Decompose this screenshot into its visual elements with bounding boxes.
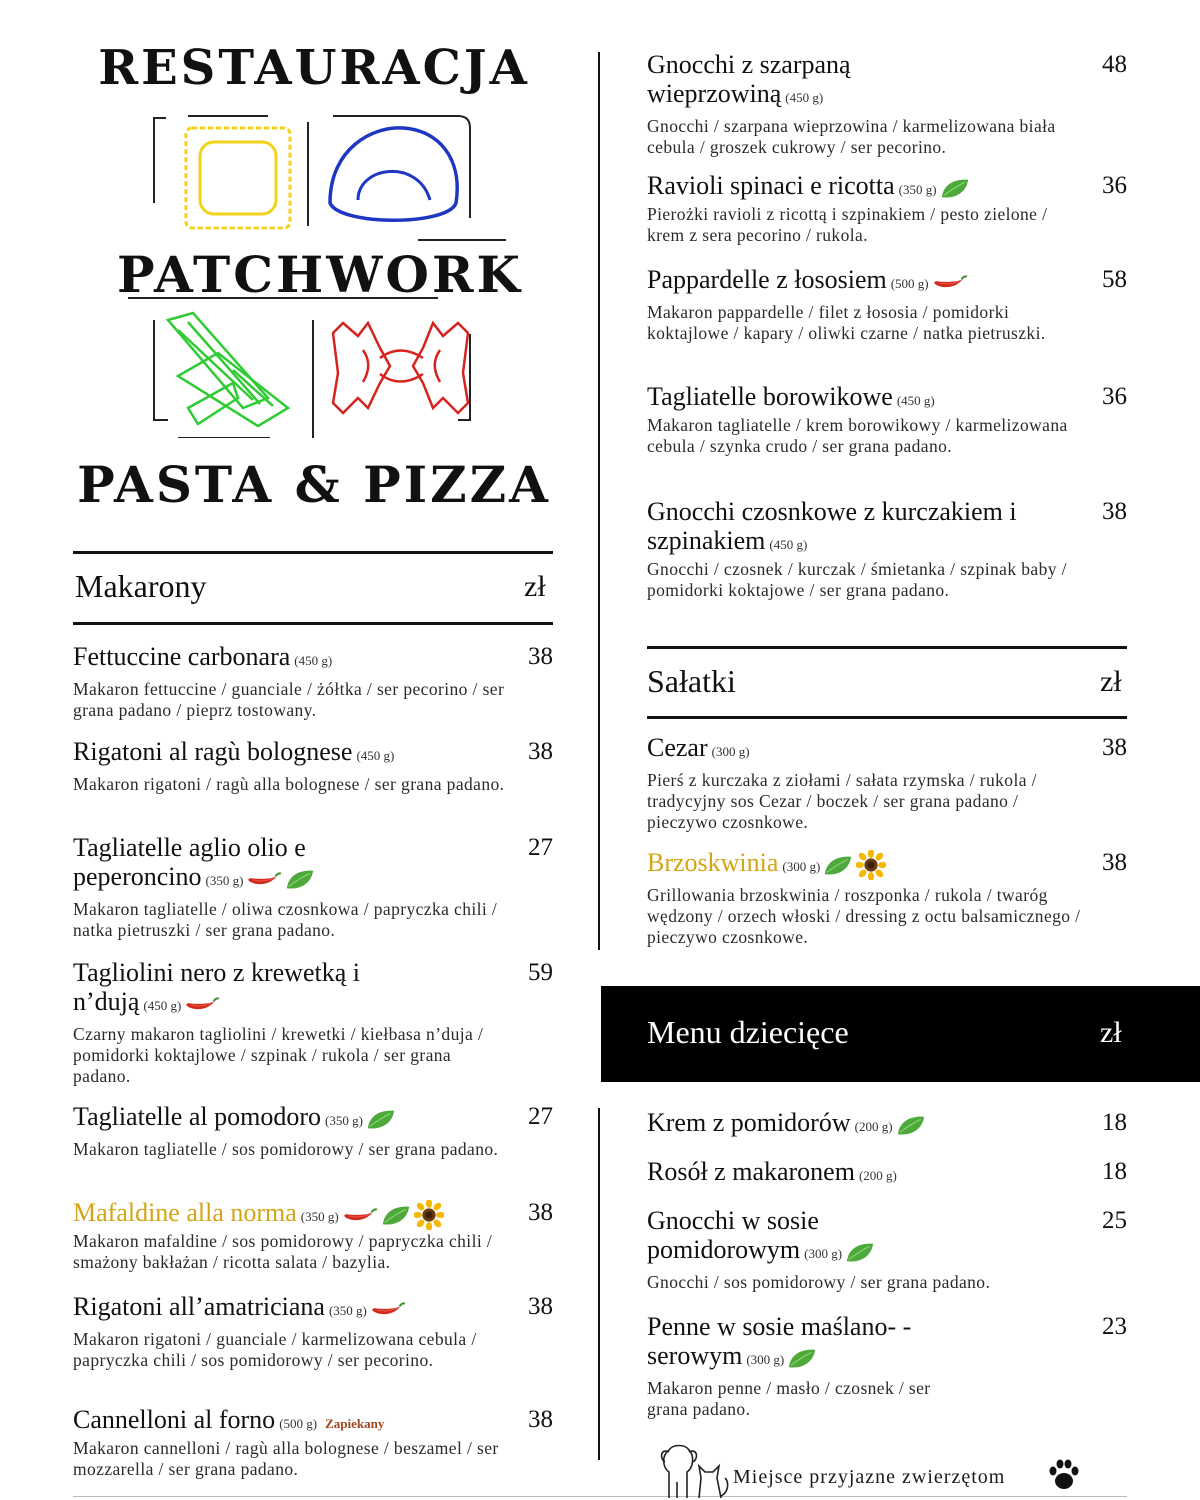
item-name: Fettuccine carbonara (450 g) bbox=[73, 642, 333, 671]
kids-menu-title: Menu dziecięce bbox=[647, 1014, 849, 1050]
leaf-icon bbox=[381, 1205, 411, 1226]
item-desc: Gnocchi / czosnek / kurczak / śmietanka / szpinak baby / pomidorki koktajowe / ser grana padano. bbox=[647, 559, 1067, 600]
logo-line-pasta-pizza: PASTA & PIZZA bbox=[77, 455, 551, 514]
menu-item bbox=[647, 1206, 1127, 1293]
item-desc: Makaron mafaldine / sos pomidorowy / papryczka chili / smażony bakłażan / ricotta salata / bazylia. bbox=[73, 1231, 493, 1272]
menu-item bbox=[73, 1405, 553, 1480]
item-price: 25 bbox=[1102, 1207, 1127, 1234]
item-price: 38 bbox=[1102, 849, 1127, 876]
menu-item bbox=[647, 50, 1127, 158]
item-name: Mafaldine alla norma (350 g) bbox=[73, 1198, 523, 1231]
menu-item bbox=[73, 1102, 553, 1160]
item-name: Rigatoni al ragù bolognese (450 g) bbox=[73, 737, 395, 766]
item-price: 27 bbox=[528, 834, 553, 861]
penne-icon bbox=[168, 313, 288, 426]
item-name: Cannelloni al forno (500 g) Zapiekany bbox=[73, 1405, 385, 1434]
item-name: Cezar (300 g) bbox=[647, 733, 750, 762]
menu-item bbox=[647, 497, 1127, 601]
item-desc: Makaron tagliatelle / oliwa czosnkowa / papryczka chili / natka pietruszki / ser grana padano. bbox=[73, 899, 498, 940]
sunflower-icon bbox=[414, 1200, 444, 1230]
item-name: Ravioli spinaci e ricotta (350 g) bbox=[647, 171, 1067, 204]
column-divider-bottom bbox=[598, 1108, 600, 1460]
item-price: 38 bbox=[528, 738, 553, 765]
salatki-rule-bottom bbox=[647, 716, 1127, 719]
menu-item bbox=[647, 382, 1127, 457]
menu-item bbox=[647, 848, 1127, 948]
leaf-icon bbox=[940, 178, 970, 199]
kids-menu-currency: zł bbox=[1100, 1016, 1122, 1049]
chili-icon bbox=[342, 1207, 378, 1223]
paw-icon bbox=[1046, 1458, 1082, 1492]
menu-item bbox=[647, 171, 1127, 246]
item-desc: Makaron cannelloni / ragù alla bolognese / beszamel / ser mozzarella / ser grana padano. bbox=[73, 1438, 499, 1479]
menu-item bbox=[73, 1292, 553, 1371]
chili-icon bbox=[932, 274, 968, 290]
item-price: 36 bbox=[1102, 383, 1127, 410]
leaf-icon bbox=[823, 855, 853, 876]
pierogi-icon bbox=[330, 128, 457, 220]
item-price: 48 bbox=[1102, 51, 1127, 78]
chili-icon bbox=[246, 871, 282, 887]
item-price: 38 bbox=[1102, 498, 1127, 525]
menu-item bbox=[73, 737, 553, 795]
bottom-rule bbox=[73, 1496, 1127, 1497]
item-name: Gnocchi z szarpaną wieprzowiną (450 g) bbox=[647, 50, 851, 108]
farfalle-icon bbox=[333, 323, 468, 413]
leaf-icon bbox=[787, 1348, 817, 1369]
leaf-icon bbox=[285, 869, 315, 890]
item-price: 59 bbox=[528, 959, 553, 986]
column-divider-top bbox=[598, 52, 600, 950]
item-price: 38 bbox=[528, 643, 553, 670]
item-price: 23 bbox=[1102, 1313, 1127, 1340]
item-price: 38 bbox=[528, 1293, 553, 1320]
leaf-icon bbox=[896, 1115, 926, 1136]
item-price: 18 bbox=[1102, 1158, 1127, 1185]
item-desc: Makaron pappardelle / filet z łososia / pomidorki koktajlowe / kapary / oliwki czarne / natka pietruszki. bbox=[647, 302, 1046, 343]
item-desc: Gnocchi / szarpana wieprzowina / karmelizowana biała cebula / groszek cukrowy / ser pecorino. bbox=[647, 116, 1056, 157]
item-desc: Gnocchi / sos pomidorowy / ser grana padano. bbox=[647, 1272, 991, 1292]
dog-cat-icon bbox=[655, 1438, 731, 1500]
menu-item bbox=[647, 265, 1127, 344]
menu-item bbox=[647, 1108, 1127, 1141]
baked-note: Zapiekany bbox=[325, 1416, 385, 1431]
item-price: 18 bbox=[1102, 1109, 1127, 1136]
menu-item bbox=[73, 1198, 553, 1273]
item-desc: Pierś z kurczaka z ziołami / sałata rzymska / rukola / tradycyjny sos Cezar / boczek / ser grana padano / pieczywo czosnkowe. bbox=[647, 770, 1037, 832]
item-price: 38 bbox=[528, 1199, 553, 1226]
menu-item bbox=[647, 1157, 1127, 1190]
item-name: Pappardelle z łososiem (500 g) bbox=[647, 265, 1067, 298]
item-desc: Makaron penne / masło / czosnek / ser grana padano. bbox=[647, 1378, 931, 1419]
item-price: 38 bbox=[528, 1406, 553, 1433]
item-desc: Makaron rigatoni / guanciale / karmelizowana cebula / papryczka chili / sos pomidorowy / ser pecorino. bbox=[73, 1329, 477, 1370]
pets-friendly-text: Miejsce przyjazne zwierzętom bbox=[733, 1466, 1006, 1488]
item-name: Penne w sosie maślano- -serowym (300 g) bbox=[647, 1312, 912, 1370]
item-price: 36 bbox=[1102, 172, 1127, 199]
item-price: 58 bbox=[1102, 266, 1127, 293]
menu-item bbox=[647, 733, 1127, 833]
item-name: Tagliatelle aglio olio e peperoncino (350 g) bbox=[73, 833, 373, 895]
item-desc: Pierożki ravioli z ricottą i szpinakiem / pesto zielone / krem z sera pecorino / rukola. bbox=[647, 204, 1048, 245]
menu-item bbox=[647, 1312, 1127, 1420]
item-desc: Czarny makaron tagliolini / krewetki / kiełbasa n’duja / pomidorki koktajlowe / szpinak / rukola / ser grana padano. bbox=[73, 1024, 484, 1086]
item-desc: Makaron fettuccine / guanciale / żółtka / ser pecorino / ser grana padano / pieprz tostowany. bbox=[73, 679, 505, 720]
item-name: Rosół z makaronem (200 g) bbox=[647, 1157, 897, 1186]
menu-item bbox=[73, 642, 553, 721]
item-price: 27 bbox=[528, 1103, 553, 1130]
leaf-icon bbox=[845, 1242, 875, 1263]
makarony-title: Makarony bbox=[75, 568, 207, 604]
item-desc: Makaron tagliatelle / krem borowikowy / karmelizowana cebula / szynka crudo / ser grana padano. bbox=[647, 415, 1068, 456]
menu-item bbox=[73, 958, 553, 1087]
salatki-title: Sałatki bbox=[647, 663, 736, 699]
logo-line-patchwork: PATCHWORK bbox=[117, 245, 523, 304]
salatki-currency: zł bbox=[1100, 665, 1122, 698]
makarony-rule-top bbox=[73, 551, 553, 554]
leaf-icon bbox=[366, 1109, 396, 1130]
item-name: Gnocchi czosnkowe z kurczakiem i szpinakiem (450 g) bbox=[647, 497, 1017, 555]
item-name: Rigatoni all’amatriciana (350 g) bbox=[73, 1292, 493, 1325]
item-desc: Makaron rigatoni / ragù alla bolognese / ser grana padano. bbox=[73, 774, 505, 794]
item-desc: Makaron tagliatelle / sos pomidorowy / ser grana padano. bbox=[73, 1139, 499, 1159]
item-desc: Grillowania brzoskwinia / roszponka / rukola / twaróg wędzony / orzech włoski / dressing z octu balsamicznego / pieczywo czosnkowe. bbox=[647, 885, 1081, 947]
ravioli-icon bbox=[186, 128, 290, 228]
sunflower-icon bbox=[856, 850, 886, 880]
chili-icon bbox=[184, 996, 220, 1012]
item-name: Tagliatelle borowikowe (450 g) bbox=[647, 382, 935, 411]
makarony-currency: zł bbox=[524, 570, 546, 603]
menu-item bbox=[73, 833, 553, 941]
makarony-rule-bottom bbox=[73, 622, 553, 625]
item-name: Tagliatelle al pomodoro (350 g) bbox=[73, 1102, 493, 1135]
salatki-rule-top bbox=[647, 646, 1127, 649]
item-price: 38 bbox=[1102, 734, 1127, 761]
logo-line-restauracja: RESTAURACJA bbox=[98, 40, 530, 96]
chili-icon bbox=[370, 1301, 406, 1317]
item-name: Krem z pomidorów (200 g) bbox=[647, 1108, 1067, 1141]
item-name: Gnocchi w sosie pomidorowym (300 g) bbox=[647, 1206, 907, 1268]
item-name: Tagliolini nero z krewetką i n’dują (450 g) bbox=[73, 958, 360, 1016]
item-name: Brzoskwinia (300 g) bbox=[647, 848, 1067, 881]
